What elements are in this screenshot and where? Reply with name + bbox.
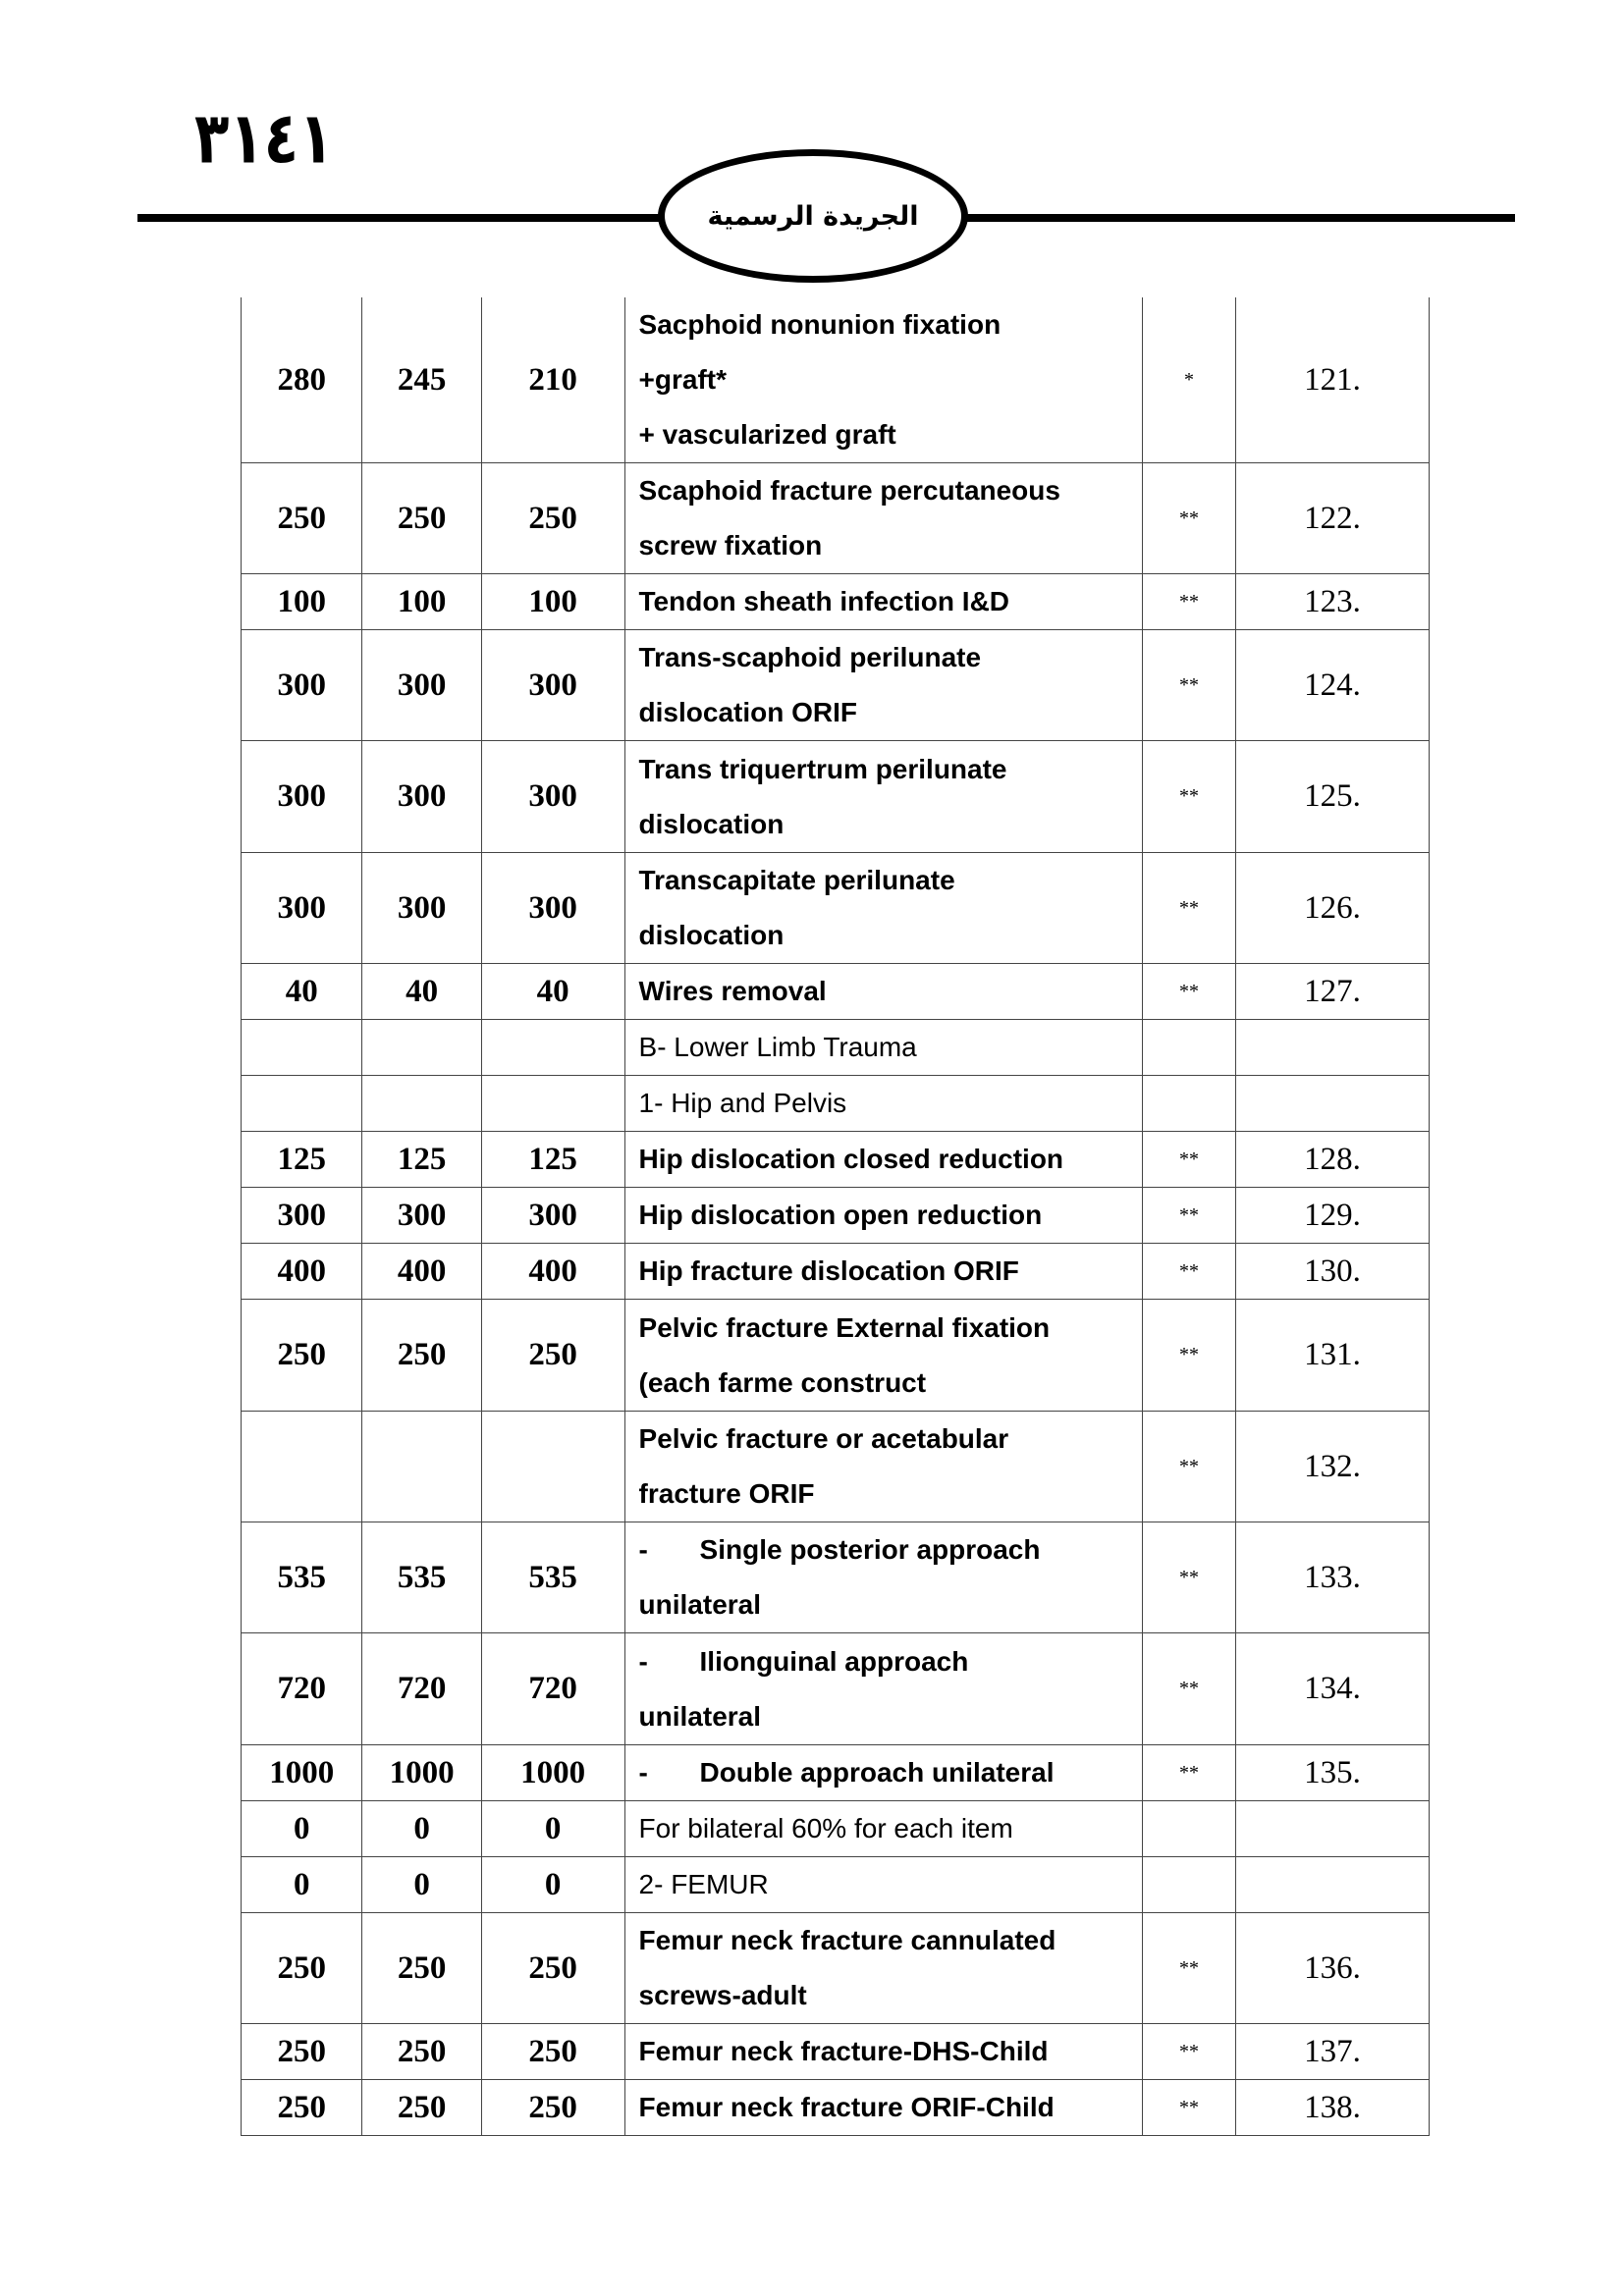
fee-col-1: 1000 xyxy=(242,1745,362,1801)
table-row xyxy=(242,463,1430,574)
fee-col-1: 400 xyxy=(242,1244,362,1300)
procedure-description xyxy=(624,1300,1143,1412)
procedure-description xyxy=(624,853,1143,964)
description-line xyxy=(639,1356,1143,1411)
fee-col-1: 720 xyxy=(242,1633,362,1745)
table-row xyxy=(242,853,1430,964)
procedure-description xyxy=(624,1412,1143,1522)
dash-marker: - xyxy=(638,1757,648,1788)
fee-col-3 xyxy=(481,1020,624,1076)
fee-col-2 xyxy=(362,1076,481,1132)
table-row xyxy=(242,1188,1430,1244)
fee-col-3: 300 xyxy=(481,853,624,964)
item-number xyxy=(1235,1857,1429,1913)
category-mark: ** xyxy=(1143,1188,1236,1244)
description-text: Femur neck fracture cannulated xyxy=(638,1925,1056,1955)
procedure-description xyxy=(624,1020,1143,1076)
table-row xyxy=(242,1412,1430,1522)
description-text: Hip dislocation open reduction xyxy=(638,1200,1043,1230)
procedure-description xyxy=(624,630,1143,741)
description-line xyxy=(639,574,1143,629)
description-text: B- Lower Limb Trauma xyxy=(638,1032,917,1062)
description-text: Trans-scaphoid perilunate xyxy=(638,642,982,672)
description-line xyxy=(639,964,1143,1019)
description-text: screws-adult xyxy=(638,1980,807,2010)
description-text: unilateral xyxy=(638,1589,762,1620)
fee-col-2: 250 xyxy=(362,2024,481,2080)
fee-col-3: 250 xyxy=(481,2024,624,2080)
fee-col-3: 250 xyxy=(481,1913,624,2024)
category-mark: ** xyxy=(1143,574,1236,630)
item-number: 123. xyxy=(1235,574,1429,630)
gazette-title: الجريدة الرسمية xyxy=(707,200,919,232)
description-line xyxy=(639,1020,1143,1075)
category-mark xyxy=(1143,1857,1236,1913)
category-mark: ** xyxy=(1143,1913,1236,2024)
fee-col-2: 400 xyxy=(362,1244,481,1300)
description-line xyxy=(639,1745,1143,1800)
fee-col-1: 250 xyxy=(242,463,362,574)
fee-col-3: 125 xyxy=(481,1132,624,1188)
procedure-description xyxy=(624,1801,1143,1857)
fee-col-3: 40 xyxy=(481,964,624,1020)
fee-col-2: 300 xyxy=(362,853,481,964)
description-text: Wires removal xyxy=(638,976,827,1006)
procedure-description xyxy=(624,964,1143,1020)
fee-col-3: 0 xyxy=(481,1801,624,1857)
fee-col-2: 300 xyxy=(362,630,481,741)
category-mark: ** xyxy=(1143,741,1236,853)
page-number: ٣١٤١ xyxy=(194,96,334,180)
table-row xyxy=(242,1633,1430,1745)
description-text: dislocation ORIF xyxy=(638,697,857,727)
category-mark: ** xyxy=(1143,1633,1236,1745)
description-line xyxy=(639,463,1143,518)
description-line xyxy=(639,1634,1143,1689)
table-row xyxy=(242,2024,1430,2080)
description-text: Tendon sheath infection I&D xyxy=(638,586,1010,616)
procedure-description xyxy=(624,1633,1143,1745)
description-line xyxy=(639,1301,1143,1356)
category-mark: ** xyxy=(1143,630,1236,741)
description-line xyxy=(639,1522,1143,1577)
table-row xyxy=(242,574,1430,630)
fee-col-1: 250 xyxy=(242,1300,362,1412)
category-mark: ** xyxy=(1143,1745,1236,1801)
fee-col-1: 280 xyxy=(242,297,362,463)
fee-table xyxy=(241,297,1430,2136)
description-line xyxy=(639,1076,1143,1131)
dash-marker: - xyxy=(638,1534,648,1565)
procedure-description xyxy=(624,1745,1143,1801)
fee-col-2: 0 xyxy=(362,1801,481,1857)
fee-col-1: 250 xyxy=(242,1913,362,2024)
fee-col-3: 210 xyxy=(481,297,624,463)
fee-col-3: 720 xyxy=(481,1633,624,1745)
item-number: 131. xyxy=(1235,1300,1429,1412)
fee-col-3: 535 xyxy=(481,1522,624,1633)
fee-col-2: 250 xyxy=(362,463,481,574)
fee-col-2: 245 xyxy=(362,297,481,463)
fee-col-2: 100 xyxy=(362,574,481,630)
dash-marker: - xyxy=(638,1645,648,1677)
item-number xyxy=(1235,1020,1429,1076)
procedure-description xyxy=(624,1132,1143,1188)
item-number: 121. xyxy=(1235,297,1429,463)
category-mark: ** xyxy=(1143,2024,1236,2080)
fee-col-1: 300 xyxy=(242,1188,362,1244)
procedure-description xyxy=(624,574,1143,630)
description-line xyxy=(639,853,1143,908)
fee-col-2 xyxy=(362,1412,481,1522)
fee-col-2: 250 xyxy=(362,1300,481,1412)
fee-col-1: 100 xyxy=(242,574,362,630)
fee-col-1 xyxy=(242,1076,362,1132)
category-mark: ** xyxy=(1143,853,1236,964)
description-text: Trans triquertrum perilunate xyxy=(638,753,1007,784)
description-text: Pelvic fracture External fixation xyxy=(638,1311,1051,1343)
description-text: Scaphoid fracture percutaneous xyxy=(638,475,1060,506)
description-line xyxy=(639,352,1143,407)
description-line xyxy=(639,518,1143,573)
procedure-description xyxy=(624,2080,1143,2136)
fee-col-3: 250 xyxy=(481,2080,624,2136)
fee-col-2: 0 xyxy=(362,1857,481,1913)
procedure-description xyxy=(624,741,1143,853)
description-text: Double approach unilateral xyxy=(699,1757,1055,1788)
description-line xyxy=(639,297,1143,352)
description-line xyxy=(639,2024,1143,2079)
fee-col-3: 300 xyxy=(481,741,624,853)
procedure-description xyxy=(624,1857,1143,1913)
description-line xyxy=(639,1467,1143,1522)
item-number: 129. xyxy=(1235,1188,1429,1244)
description-text: Hip dislocation closed reduction xyxy=(638,1144,1064,1174)
fee-col-2 xyxy=(362,1020,481,1076)
description-line xyxy=(639,630,1143,685)
category-mark: ** xyxy=(1143,463,1236,574)
item-number: 128. xyxy=(1235,1132,1429,1188)
fee-col-2: 250 xyxy=(362,1913,481,2024)
item-number: 127. xyxy=(1235,964,1429,1020)
description-text: Sacphoid nonunion fixation xyxy=(638,309,1001,340)
table-row xyxy=(242,297,1430,463)
fee-col-3 xyxy=(481,1076,624,1132)
description-line xyxy=(639,1801,1143,1856)
item-number: 135. xyxy=(1235,1745,1429,1801)
fee-col-2: 300 xyxy=(362,1188,481,1244)
procedure-description xyxy=(624,1522,1143,1633)
item-number: 136. xyxy=(1235,1913,1429,2024)
fee-col-3: 1000 xyxy=(481,1745,624,1801)
description-line xyxy=(639,1913,1143,1968)
category-mark: ** xyxy=(1143,2080,1236,2136)
procedure-description xyxy=(624,2024,1143,2080)
description-line xyxy=(639,742,1143,797)
item-number: 132. xyxy=(1235,1412,1429,1522)
procedure-description xyxy=(624,297,1143,463)
fee-col-1: 0 xyxy=(242,1801,362,1857)
fee-col-2: 535 xyxy=(362,1522,481,1633)
fee-col-3: 300 xyxy=(481,1188,624,1244)
item-number: 122. xyxy=(1235,463,1429,574)
description-line xyxy=(639,407,1143,462)
item-number: 126. xyxy=(1235,853,1429,964)
fee-col-1: 0 xyxy=(242,1857,362,1913)
fee-col-1: 535 xyxy=(242,1522,362,1633)
description-line xyxy=(639,1132,1143,1187)
description-text: fracture ORIF xyxy=(638,1478,815,1509)
category-mark: ** xyxy=(1143,1412,1236,1522)
fee-col-3: 250 xyxy=(481,463,624,574)
description-line xyxy=(639,1857,1143,1912)
description-line xyxy=(639,2080,1143,2135)
procedure-description xyxy=(624,1244,1143,1300)
table-row xyxy=(242,1857,1430,1913)
description-text: (each farme construct xyxy=(638,1366,927,1398)
fee-col-1: 300 xyxy=(242,630,362,741)
fee-col-1: 40 xyxy=(242,964,362,1020)
fee-col-2: 40 xyxy=(362,964,481,1020)
table-row xyxy=(242,741,1430,853)
description-text: Femur neck fracture-DHS-Child xyxy=(638,2036,1049,2066)
description-line xyxy=(639,685,1143,740)
fee-col-1: 300 xyxy=(242,853,362,964)
table-row xyxy=(242,1076,1430,1132)
procedure-description xyxy=(624,1076,1143,1132)
description-text: Hip fracture dislocation ORIF xyxy=(638,1255,1019,1286)
table-row xyxy=(242,1913,1430,2024)
fee-col-1: 250 xyxy=(242,2024,362,2080)
table-row xyxy=(242,1745,1430,1801)
fee-col-3: 300 xyxy=(481,630,624,741)
item-number: 125. xyxy=(1235,741,1429,853)
description-text: Single posterior approach xyxy=(699,1534,1041,1565)
description-line xyxy=(639,797,1143,852)
description-text: screw fixation xyxy=(638,530,823,561)
category-mark: * xyxy=(1143,297,1236,463)
description-text: + vascularized graft xyxy=(638,419,896,450)
item-number: 130. xyxy=(1235,1244,1429,1300)
table-row xyxy=(242,1020,1430,1076)
fee-col-3: 100 xyxy=(481,574,624,630)
description-text: 2- FEMUR xyxy=(638,1869,769,1899)
table-row xyxy=(242,2080,1430,2136)
description-text: +graft* xyxy=(638,364,727,395)
table-row xyxy=(242,1522,1430,1633)
description-text: dislocation xyxy=(638,808,785,839)
item-number: 134. xyxy=(1235,1633,1429,1745)
description-text: For bilateral 60% for each item xyxy=(638,1813,1013,1843)
category-mark: ** xyxy=(1143,1244,1236,1300)
category-mark: ** xyxy=(1143,1132,1236,1188)
table-row xyxy=(242,1300,1430,1412)
description-text: Pelvic fracture or acetabular xyxy=(638,1423,1009,1454)
fee-col-2: 250 xyxy=(362,2080,481,2136)
item-number xyxy=(1235,1801,1429,1857)
description-line xyxy=(639,1188,1143,1243)
description-line xyxy=(639,1968,1143,2023)
table-row xyxy=(242,1801,1430,1857)
fee-col-1: 300 xyxy=(242,741,362,853)
fee-col-1 xyxy=(242,1020,362,1076)
fee-col-1: 125 xyxy=(242,1132,362,1188)
category-mark: ** xyxy=(1143,1300,1236,1412)
description-text: 1- Hip and Pelvis xyxy=(638,1088,847,1118)
table-row xyxy=(242,964,1430,1020)
fee-col-2: 300 xyxy=(362,741,481,853)
fee-col-3: 250 xyxy=(481,1300,624,1412)
gazette-seal xyxy=(658,149,968,283)
category-mark xyxy=(1143,1020,1236,1076)
item-number xyxy=(1235,1076,1429,1132)
description-line xyxy=(639,1244,1143,1299)
fee-col-2: 720 xyxy=(362,1633,481,1745)
description-line xyxy=(639,1689,1143,1744)
procedure-description xyxy=(624,1913,1143,2024)
description-text: Transcapitate perilunate xyxy=(638,865,955,895)
description-line xyxy=(639,1577,1143,1632)
description-text: unilateral xyxy=(638,1700,762,1732)
procedure-description xyxy=(624,1188,1143,1244)
description-text: Ilionguinal approach xyxy=(699,1645,969,1677)
procedure-description xyxy=(624,463,1143,574)
fee-col-3: 0 xyxy=(481,1857,624,1913)
description-text: Femur neck fracture ORIF-Child xyxy=(638,2092,1055,2122)
table-row xyxy=(242,1132,1430,1188)
fee-col-2: 125 xyxy=(362,1132,481,1188)
table-row xyxy=(242,630,1430,741)
fee-col-1 xyxy=(242,1412,362,1522)
description-text: dislocation xyxy=(638,920,785,950)
fee-col-3: 400 xyxy=(481,1244,624,1300)
fee-col-3 xyxy=(481,1412,624,1522)
item-number: 124. xyxy=(1235,630,1429,741)
category-mark xyxy=(1143,1801,1236,1857)
category-mark: ** xyxy=(1143,964,1236,1020)
description-line xyxy=(639,908,1143,963)
fee-col-2: 1000 xyxy=(362,1745,481,1801)
item-number: 138. xyxy=(1235,2080,1429,2136)
item-number: 133. xyxy=(1235,1522,1429,1633)
item-number: 137. xyxy=(1235,2024,1429,2080)
fee-col-1: 250 xyxy=(242,2080,362,2136)
table-row xyxy=(242,1244,1430,1300)
category-mark: ** xyxy=(1143,1522,1236,1633)
category-mark xyxy=(1143,1076,1236,1132)
description-line xyxy=(639,1412,1143,1467)
